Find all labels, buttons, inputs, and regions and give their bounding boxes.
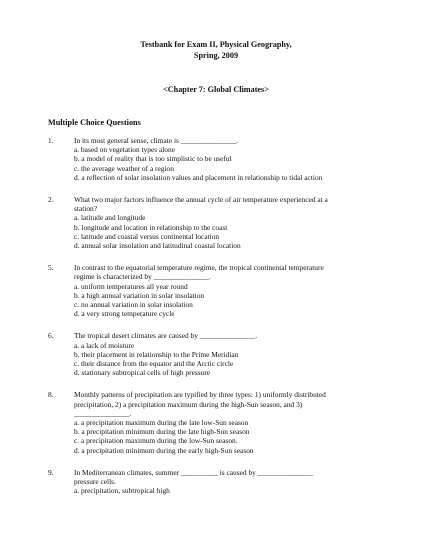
answer-option: a. uniform temperatures all year round: [74, 281, 188, 291]
question-stem-line: What two major factors influence the annual cycle of air temperature experienced at a: [74, 195, 328, 205]
question-number: 6.: [48, 331, 54, 341]
chapter-heading: <Chapter 7: Global Climates>: [163, 85, 269, 94]
question-number: 9.: [48, 467, 54, 477]
answer-option: a. a lack of moisture: [74, 340, 135, 350]
answer-option: d. a precipitation minimum during the early high-Sun season: [74, 445, 254, 455]
answer-option: c. the average weather of a region: [74, 163, 174, 173]
question-number: 1.: [48, 136, 54, 145]
question-stem-line: regime is characterized by _______________.: [74, 272, 211, 282]
question-number: 8.: [48, 390, 54, 400]
answer-option: c. their distance from the equator and the Arctic circle: [74, 359, 234, 369]
document-title: [48, 40, 384, 61]
question-stem-line: pressure cells.: [74, 477, 116, 487]
answer-option: c. no annual variation in solar insolation: [74, 300, 193, 310]
answer-option: b. a high annual variation in solar insolation: [74, 290, 205, 300]
answer-option: b. a model of reality that is too simplistic to be useful: [74, 154, 232, 164]
answer-option: b. a precipitation minimum during the late high-Sun season: [74, 427, 250, 437]
question-item: [48, 263, 384, 318]
answer-option: a. a precipitation maximum during the late low-Sun season: [74, 418, 249, 428]
answer-option: d. stationary subtropical cells of high pressure: [74, 368, 211, 378]
answer-option: c. latitude and coastal versus continental location: [74, 231, 220, 241]
question-stem-line: station?: [74, 204, 97, 214]
question-stem-line: The tropical desert climates are caused by _______________.: [74, 331, 258, 341]
question-item: [48, 136, 384, 182]
answer-option: d. a very strong temperature cycle: [74, 309, 175, 319]
question-number: 5.: [48, 263, 54, 273]
question-stem-line: Monthly patterns of precipitation are typified by three types: 1) uniformly distributed: [74, 390, 326, 400]
question-number: 2.: [48, 195, 54, 205]
question-stem-line: In Mediterranean climates, summer __________ is caused by _______________: [74, 467, 314, 477]
answer-option: c. a precipitation maximum during the low-Sun season.: [74, 436, 238, 446]
answer-option: a. based on vegetation types alone: [74, 145, 175, 155]
question-item: [48, 468, 384, 496]
question-stem-line: precipitation, 2) a precipitation maximum during the high-Sun season, and 3): [74, 399, 303, 409]
answer-option: d. a reflection of solar insolation values and placement in relationship to tidal action: [74, 172, 323, 182]
question-item: [48, 195, 384, 250]
question-stem-line: In contrast to the equatorial temperature regime, the tropical continental temperature: [74, 263, 324, 273]
answer-option: a. precipitation, subtropical high: [74, 486, 170, 496]
question-list: [48, 136, 384, 496]
answer-option: b. longitude and location in relationship to the coast: [74, 222, 228, 232]
section-heading: Multiple Choice Questions: [48, 118, 141, 127]
question-stem-line: _______________.: [74, 408, 132, 418]
question-stem-line: In its most general sense, climate is _______________.: [74, 136, 239, 145]
answer-option: d. annual solar insolation and latitudinal coastal location: [74, 241, 241, 251]
question-item: [48, 331, 384, 377]
title-line-1: Testbank for Exam II, Physical Geography,: [140, 40, 292, 49]
answer-option: b. their placement in relationship to the Prime Meridian: [74, 349, 239, 359]
title-line-2: Spring, 2009: [193, 50, 239, 60]
question-item: [48, 390, 384, 454]
answer-option: a. latitude and longitude: [74, 213, 146, 223]
